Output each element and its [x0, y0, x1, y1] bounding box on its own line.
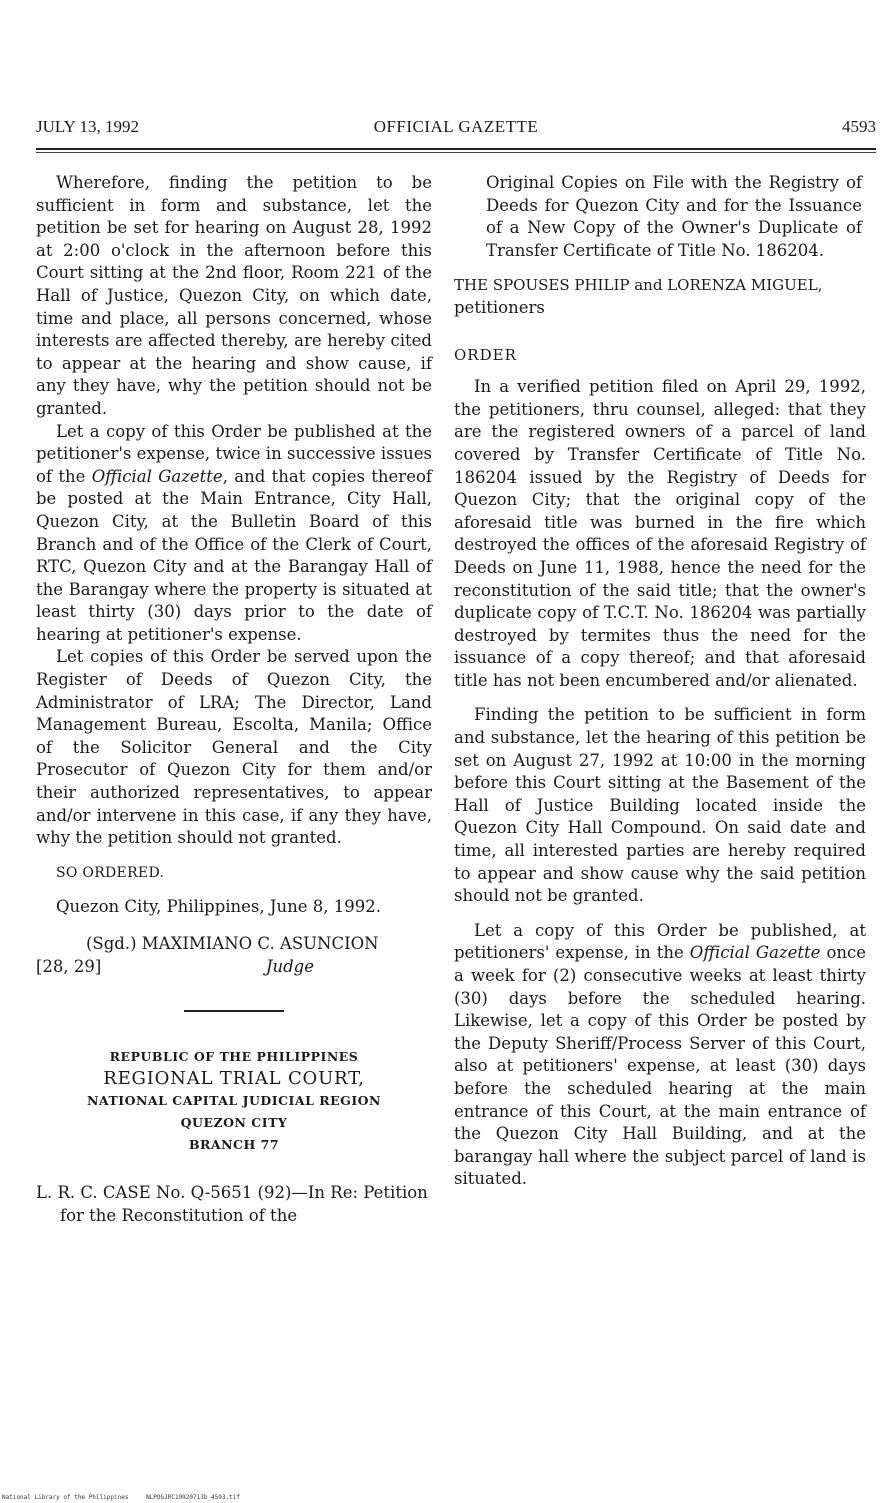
paragraph-publication — [36, 421, 432, 647]
parties-line: THE SPOUSES PHILIP and LORENZA MIGUEL, — [454, 276, 823, 295]
petitioners-label: petitioners — [454, 297, 545, 317]
so-ordered: SO ORDERED. — [56, 864, 165, 881]
section-divider — [184, 1010, 284, 1012]
header-rule — [36, 148, 876, 150]
place-date: Quezon City, Philippines, June 8, 1992. — [56, 897, 381, 917]
paragraph-petition-facts: In a verified petition filed on April 29, 1992, the petitioners, thru counsel, alleged: that they are the registered owners of a parcel of land covered by Transfer Certificate of Title No. 186204 issued by the Registry of Deeds for Quezon City; that the original copy of the aforesaid title was burned in the fire which destroyed the offices of the aforesaid Registry of Deeds on June 11, 1988, hence the need for the reconstitution of the said title; that the owner's duplicate copy of T.C.T. No. 186204 was partially destroyed by termites thus the need for the issuance of a copy thereof; and that aforesaid title has not been encumbered and/or alienated. — [454, 377, 866, 690]
order-heading: ORDER — [454, 345, 517, 364]
scan-footer — [2, 1494, 240, 1501]
case-caption: L. R. C. CASE No. Q-5651 (92)—In Re: Petition for the Reconstitution of the — [36, 1183, 428, 1225]
signature-block — [36, 933, 432, 978]
italic-gazette-name: Official Gazette — [91, 466, 223, 486]
paragraph-publication-order — [454, 920, 866, 1191]
branch-line: BRANCH 77 — [188, 1137, 280, 1153]
left-column — [36, 172, 432, 1227]
signature-line-2 — [36, 956, 432, 979]
running-header — [36, 117, 876, 139]
text-run: , and that copies thereof be posted at the Main Entrance, City Hall, Quezon City, at the Bulletin Board of this Branch and of the Office of the Clerk of Court, RTC, Quezon City and at the Barangay Hall of the Barangay where the property is situated at least thirty (30) days prior to the date of hearing at petitioner's expense. — [36, 466, 432, 644]
paragraph-hearing: Finding the petition to be sufficient in form and substance, let the hearing of this petition be set on August 27, 1992 at 10:00 in the morning before this Court sitting at the Basement of the Hall of Justice Building located inside the Quezon City Hall Compound. On said date and time, all interested parties are hereby required to appear and show cause why the said petition should not be granted. — [454, 705, 866, 906]
judge-title: Judge — [265, 956, 314, 976]
issue-numbers: [28, 29] — [36, 956, 102, 976]
court-caption — [36, 1046, 432, 1156]
paragraph-service: Let copies of this Order be served upon the Register of Deeds of Quezon City, the Administrator of LRA; The Director, Land Management Bureau, Escolta, Manila; Office of the Solicitor General and the City Prosecutor of Quezon City for them and/or their authorized representatives, to appear and/or intervene in this case, if any they have, why the petition should not granted. — [36, 647, 432, 848]
court-name: REGIONAL TRIAL COURT, — [103, 1068, 365, 1090]
text-run: Let a copy of this Order be published, at petitioners' expense, in the — [454, 920, 866, 963]
signatory-name: (Sgd.) MAXIMIANO C. ASUNCION — [86, 934, 379, 953]
case-caption-continued: Original Copies on File with the Registry of Deeds for Quezon City and for the Issuance of a New Copy of the Owner's Duplicate of Transfer Certificate of Title No. 186204. — [486, 173, 862, 260]
header-title: OFFICIAL GAZETTE — [373, 117, 539, 136]
italic-gazette-name: Official Gazette — [689, 943, 821, 963]
region-line: NATIONAL CAPITAL JUDICIAL REGION — [87, 1093, 381, 1109]
paragraph-wherefore: Wherefore, finding the petition to be sufficient in form and substance, let the petition be set for hearing on August 28, 1992 at 2:00 o'clock in the afternoon before this Court sitting at the 2nd floor, Room 221 of the Hall of Justice, Quezon City, on which date, time and place, all persons concerned, whose interests are affected thereby, are hereby cited to appear at the hearing and show cause, if any they have, why the petition should not be granted. — [36, 173, 432, 418]
right-column — [454, 172, 866, 1191]
text-run: Let a copy of this Order be published at the petitioner's expense, twice in successive issues of the — [36, 421, 432, 486]
text-run: once a week for (2) consecutive weeks at least thirty (30) days before the scheduled hearing. Likewise, let a copy of this Order be posted by the Deputy Sheriff/Process Server of this Court, also at petitioners' expense, at least (30) days before the scheduled hearing at the main entrance of this Court, at the main entrance of the Quezon City Hall Building, and at the barangay hall where the subject parcel of land is situated. — [454, 943, 867, 1189]
city-line: QUEZON CITY — [180, 1115, 288, 1131]
header-rule-thin — [36, 152, 876, 153]
file-name: NLPOGJRC19920713b_4593.tif — [146, 1494, 240, 1501]
republic-line: REPUBLIC OF THE PHILIPPINES — [109, 1049, 359, 1065]
header-date: JULY 13, 1992 — [36, 117, 139, 136]
header-page-number: 4593 — [842, 117, 876, 136]
library-credit: National Library of the Philippines — [2, 1494, 129, 1501]
